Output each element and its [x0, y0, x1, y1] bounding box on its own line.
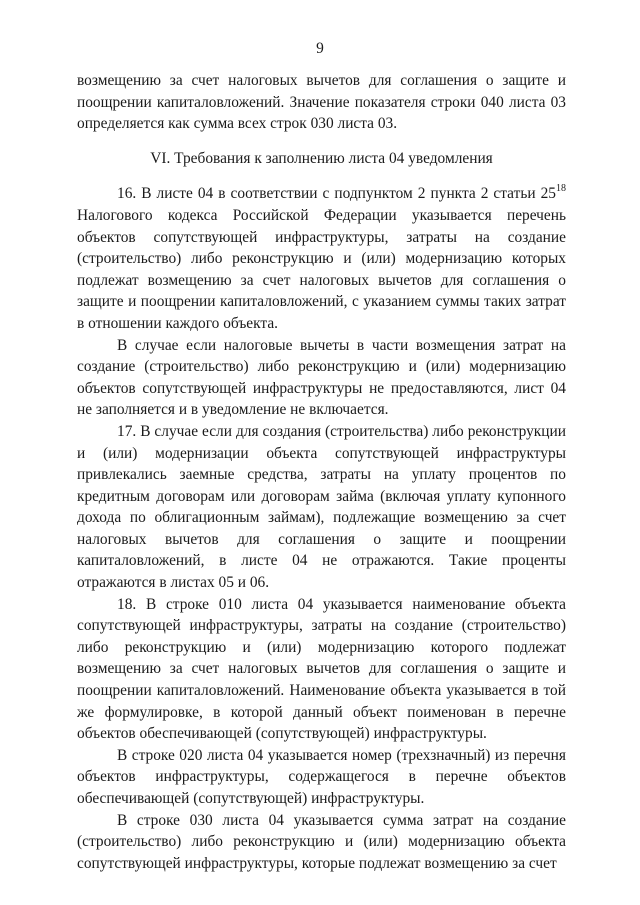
paragraph-16-rest: Налогового кодекса Российской Федерации указывается перечень объектов сопутствующей инфраструктуры, затраты на создание (строительство) либо реконструкцию и (или) модернизацию которых подлежат возмещению за счет налоговых вычетов для соглашения о защите и поощрении капиталовложений, с указанием суммы таких затрат в отношении каждого объекта. [77, 206, 566, 332]
paragraph-18-line-030: В строке 030 листа 04 указывается сумма затрат на создание (строительство) либо реконструкцию и (или) модернизацию объекта сопутствующей инфраструктуры, которые подлежат возмещению за счет [77, 811, 566, 872]
paragraph-continuation: возмещению за счет налоговых вычетов для соглашения о защите и поощрении капиталовложений. Значение показателя строки 040 листа 03 определяется как сумма всех строк 030 листа 03. [77, 72, 566, 133]
paragraph-16-note: В случае если налоговые вычеты в части возмещения затрат на создание (строительство) либо реконструкцию и (или) модернизацию объектов сопутствующей инфраструктуры не предоставляются, лист 04 не заполняется и в уведомление не включается. [77, 336, 566, 419]
page-number: 9 [316, 40, 324, 57]
section-heading: VI. Требования к заполнению листа 04 уведомления [150, 149, 493, 167]
paragraph-16-start: 16. В листе 04 в соответствии с подпунктом 2 пункта 2 статьи 25 [117, 185, 556, 203]
paragraph-17: 17. В случае если для создания (строительства) либо реконструкции и (или) модернизации объекта сопутствующей инфраструктуры привлекались заемные средства, затраты на уплату процентов по кредитным договорам или договорам займа (включая уплату купонного дохода по облигационным займам), подлежащие возмещению за счет налоговых вычетов для соглашения о защите и поощрении капиталовложений, в листе 04 не отражаются. Такие проценты отражаются в листах 05 и 06. [77, 422, 566, 592]
document-body [77, 70, 566, 874]
paragraph-16 [77, 183, 566, 334]
footnote-superscript: 18 [556, 183, 566, 195]
paragraph-18: 18. В строке 010 листа 04 указывается наименование объекта сопутствующей инфраструктуры, затраты на создание (строительство) либо реконструкцию и (или) модернизацию которого подлежат возмещению за счет налоговых вычетов для соглашения о защите и поощрении капиталовложений. Наименование объекта указывается в той же формулировке, в которой данный объект поименован в перечне объектов обеспечивающей (сопутствующей) инфраструктуры. [77, 595, 566, 743]
paragraph-18-line-020: В строке 020 листа 04 указывается номер (трехзначный) из перечня объектов инфраструктуры, содержащегося в перечне объектов обеспечивающей (сопутствующей) инфраструктуры. [77, 746, 566, 807]
